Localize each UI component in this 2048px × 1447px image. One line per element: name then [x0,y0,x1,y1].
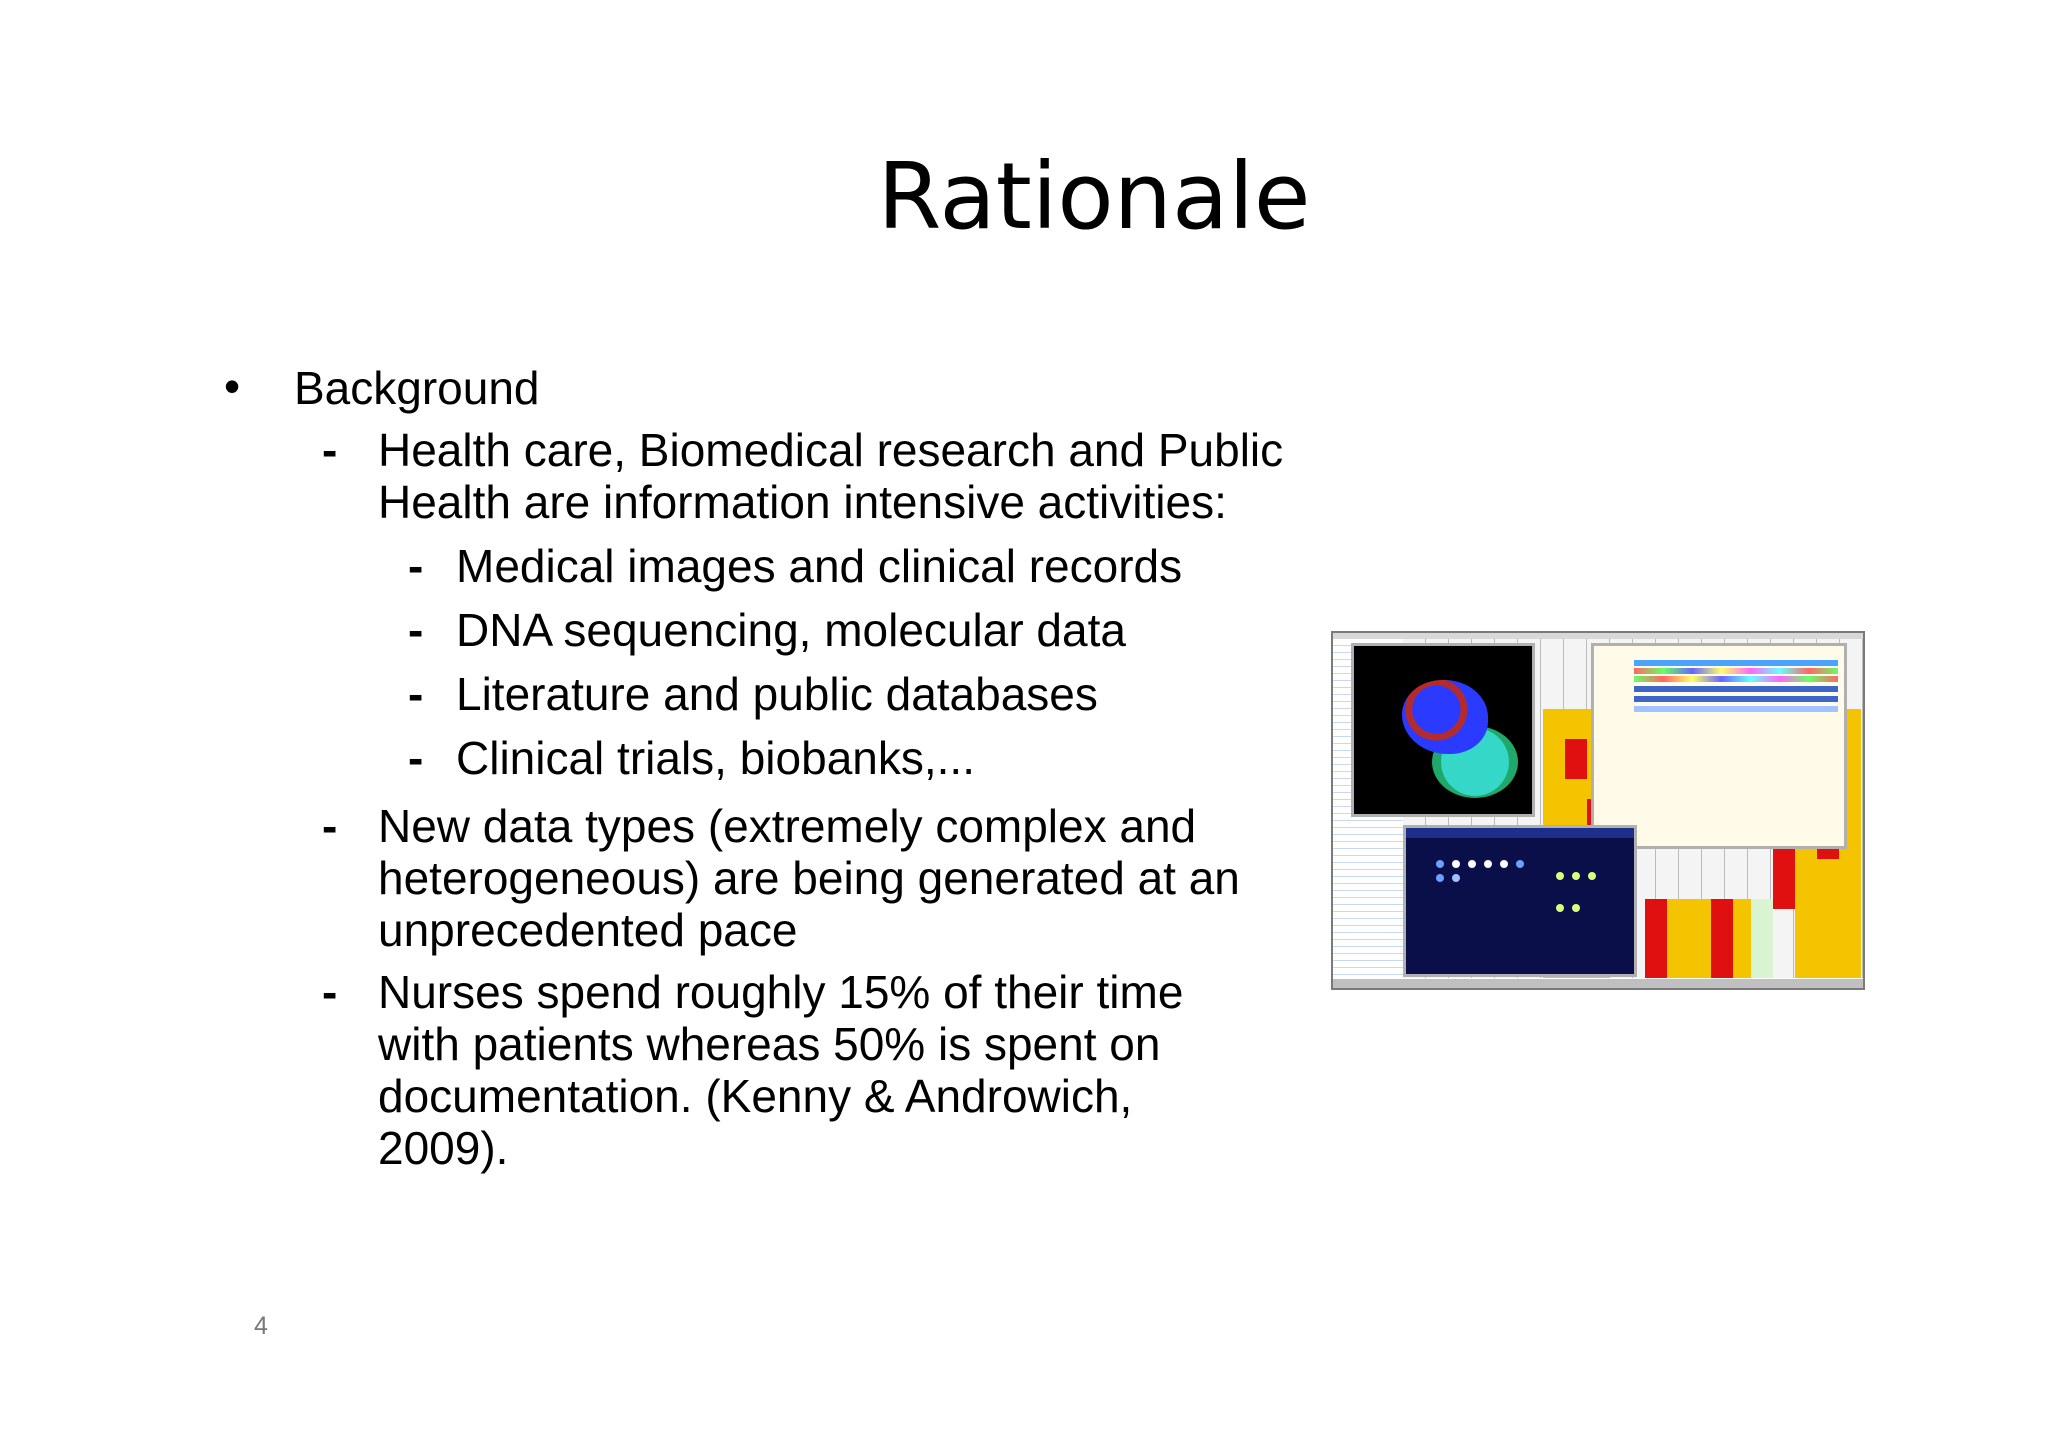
protein-structure-blue [1402,680,1488,754]
sub-bullet-text-line4: 2009). [378,1122,509,1174]
protein-3d-viewer-window [1351,643,1535,817]
bullet-text: Background [294,362,540,414]
dash-marker: - [408,540,424,592]
window-titlebar [1406,828,1634,838]
yellow-column [1689,899,1711,979]
microarray-spot [1572,904,1580,912]
microarray-image-window [1403,825,1637,977]
dash-marker: - [322,800,338,852]
page-number: 4 [254,1312,268,1340]
sub-bullet-text-line2: Health are information intensive activities: [378,476,1227,528]
bioinformatics-screenshot-image [1331,631,1865,990]
alignment-bar [1634,668,1838,674]
sub-bullet-text-line2: heterogeneous) are being generated at an [378,852,1240,904]
microarray-spot [1516,860,1524,868]
sub-sub-bullet-text: Medical images and clinical records [456,540,1183,592]
yellow-column [1667,899,1689,979]
microarray-spot [1452,860,1460,868]
sub-bullet-text-line3: documentation. (Kenny & Androwich, [378,1070,1133,1122]
sub-sub-bullet-text: Clinical trials, biobanks,... [456,732,975,784]
microarray-spot [1556,872,1564,880]
red-cell [1773,839,1795,909]
microarray-spot [1452,874,1460,882]
sub-bullet-text-line3: unprecedented pace [378,904,798,956]
microarray-spot [1436,860,1444,868]
red-cell [1565,739,1587,779]
windows-taskbar [1333,978,1863,988]
sub-bullet-text-line1: Health care, Biomedical research and Public [378,424,1284,476]
yellow-column [1817,859,1839,979]
microarray-spot [1484,860,1492,868]
sub-bullet-text-line2: with patients whereas 50% is spent on [378,1018,1161,1070]
microarray-spot [1572,872,1580,880]
microarray-spot [1468,860,1476,868]
dash-marker: - [322,966,338,1018]
alignment-bar [1634,706,1838,712]
red-cell [1645,899,1667,979]
alignment-bar [1634,676,1838,682]
alignment-bar [1634,660,1838,666]
microarray-spot [1436,874,1444,882]
alignment-bar [1634,696,1838,702]
green-column [1751,899,1773,979]
dash-marker: - [408,668,424,720]
sub-bullet-text-line1: Nurses spend roughly 15% of their time [378,966,1184,1018]
microarray-spot [1588,872,1596,880]
dash-marker: - [408,732,424,784]
sequence-alignment-window [1591,643,1847,849]
alignment-bar [1634,686,1838,692]
dash-marker: - [408,604,424,656]
red-cell [1711,899,1733,979]
bullet-dot: • [224,360,241,412]
microarray-spot [1556,904,1564,912]
slide-title: Rationale [877,143,1311,250]
sub-bullet-text-line1: New data types (extremely complex and [378,800,1197,852]
dash-marker: - [322,424,338,476]
microarray-spot [1500,860,1508,868]
sub-sub-bullet-text: Literature and public databases [456,668,1098,720]
sub-sub-bullet-text: DNA sequencing, molecular data [456,604,1126,656]
